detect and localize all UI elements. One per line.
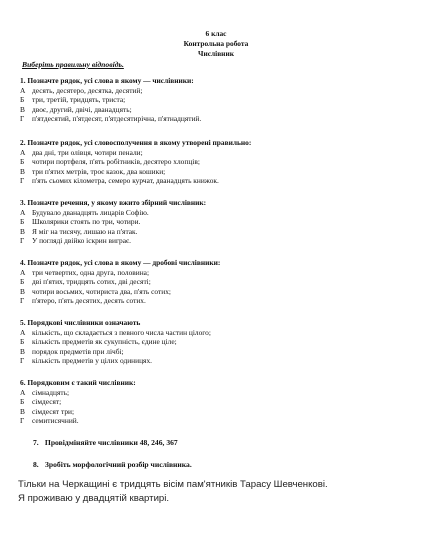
topic-heading: Числівник [198, 49, 234, 58]
sentence-2: Я проживаю у двадцятій квартирі. [18, 493, 170, 504]
question-title: 5. Порядкові числівники означають [20, 318, 141, 327]
task-8: 8. Зробіть морфологічний розбір числівника. [33, 460, 192, 469]
option-g: Г п'ятеро, п'ять десятих, десять сотих. [20, 296, 146, 306]
option-a: А Будувало дванадцять лицарів Софію. [20, 207, 149, 217]
option-b: Б Школярики стоять по три, чотири. [20, 217, 141, 227]
option-a: А два дні, три олівця, чотири пенали; [20, 147, 143, 157]
task-7: 7. Провідміняйте числівники 48, 246, 367 [33, 438, 178, 447]
option-v: В сімдесят три; [20, 406, 75, 416]
question-title: 6. Порядковим є такий числівник: [20, 378, 136, 387]
question-5 [20, 318, 420, 366]
option-a: А три четвертих, одна друга, половина; [20, 267, 150, 277]
option-v: В порядок предметів при лічбі; [20, 346, 124, 356]
question-1 [20, 76, 420, 124]
grade-heading: 6 клас [205, 29, 227, 38]
option-b: Б чотири портфеля, п'ять робітників, десятеро хлопців; [20, 157, 200, 167]
option-v: В чотири восьмих, чотириста два, п'ять сотих; [20, 286, 171, 296]
question-title: 4. Позначте рядок, усі слова в якому — дробові числівники: [20, 258, 221, 267]
option-g: Г п'ять сьомих кілометра, семеро курчат, дванадцять книжок. [20, 176, 219, 186]
option-v: В три п'ятих метрів, троє казок, два кошики; [20, 166, 166, 176]
question-4 [20, 258, 420, 306]
option-g: Г кількість предметів у цілих одиницях. [20, 356, 152, 366]
option-v: В двоє, другий, двічі, дванадцять; [20, 104, 132, 114]
sentence-1: Тільки на Черкащині є тридцять вісім пам'ятників Тарасу Шевченкові. [18, 479, 328, 490]
question-title: 2. Позначте рядок, усі словосполучення в якому утворені правильно: [20, 138, 252, 147]
option-a: А кількість, що складається з певного числа частин цілого; [20, 327, 211, 337]
option-g: Г семитисячний. [20, 416, 79, 426]
option-v: В Я міг на тисячу, лишаю на п'ятак. [20, 226, 138, 236]
question-2 [20, 138, 420, 186]
option-a: А десять, десятеро, десятка, десятий; [20, 85, 143, 95]
option-g: Г п'ятдесятий, п'ятдесят, п'ятдесятирічна, п'ятнадцятий. [20, 114, 202, 124]
question-3 [20, 198, 420, 246]
option-g: Г У погляді двійко іскрин виграє. [20, 236, 132, 246]
option-b: Б сімдесят; [20, 397, 62, 407]
extra-sentences [18, 478, 328, 506]
question-6 [20, 378, 420, 426]
instruction-text: Виберіть правильну відповідь. [22, 60, 124, 69]
option-b: Б кількість предметів як сукупність, єдине ціле; [20, 337, 177, 347]
question-title: 1. Позначте рядок, усі слова в якому — числівники: [20, 76, 194, 85]
question-title: 3. Позначте речення, у якому вжито збірний числівник: [20, 198, 207, 207]
option-b: Б дві п'ятих, тридцять сотих, дві десяті; [20, 277, 151, 287]
option-b: Б три, третій, тридцять, триста; [20, 95, 126, 105]
test-heading: Контрольна робота [183, 39, 249, 48]
option-a: А сімнадцять; [20, 387, 70, 397]
